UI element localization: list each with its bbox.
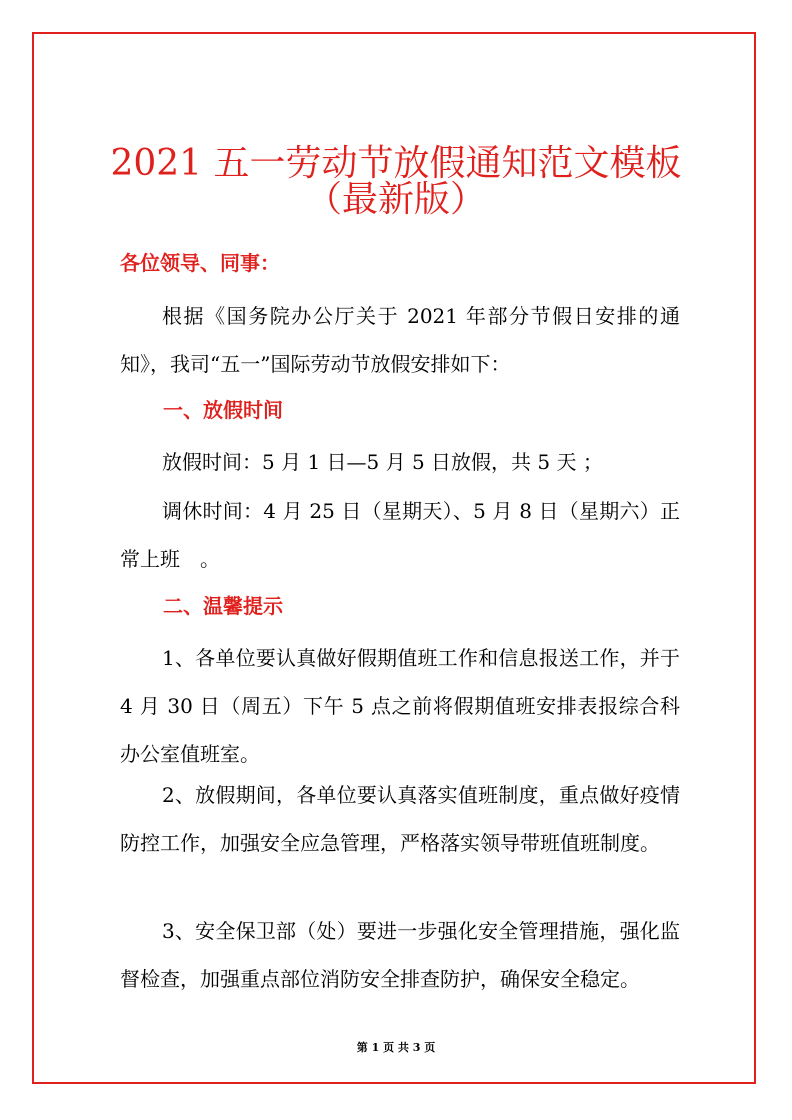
document-title: 2021 五一劳动节放假通知范文模板 — [110, 143, 682, 185]
workday-adjust-paragraph: 调休时间：4 月 25 日（星期天）、5 月 8 日（星期六）正常上班 。 — [120, 499, 680, 571]
reminder-paragraph-2: 2、放假期间，各单位要认真落实值班制度，重点做好疫情防控工作，加强安全应急管理，严格落实领导带班值班制度。 — [120, 783, 680, 855]
section-heading-holiday-time: 一、放假时间 — [163, 398, 283, 422]
salutation: 各位领导、同事： — [120, 251, 280, 275]
holiday-time-paragraph: 放假时间：5 月 1 日—5 月 5 日放假，共 5 天 ； — [162, 450, 603, 474]
intro-paragraph: 根据《国务院办公厅关于 2021 年部分节假日安排的通知》，我司“五一”国际劳动节放假安排如下： — [120, 304, 680, 376]
document-subtitle: （最新版） — [305, 179, 486, 220]
section-heading-reminders: 二、温馨提示 — [163, 594, 283, 618]
page-number: 第 1 页 共 3 页 — [356, 1041, 436, 1054]
reminder-paragraph-1: 1、各单位要认真做好假期值班工作和信息报送工作，并于 4 月 30 日（周五）下午 5 点之前将假期值班安排表报综合科办公室值班室。 — [120, 646, 680, 766]
reminder-paragraph-3: 3、安全保卫部（处）要进一步强化安全管理措施，强化监督检查，加强重点部位消防安全排查防护，确保安全稳定。 — [120, 919, 680, 991]
